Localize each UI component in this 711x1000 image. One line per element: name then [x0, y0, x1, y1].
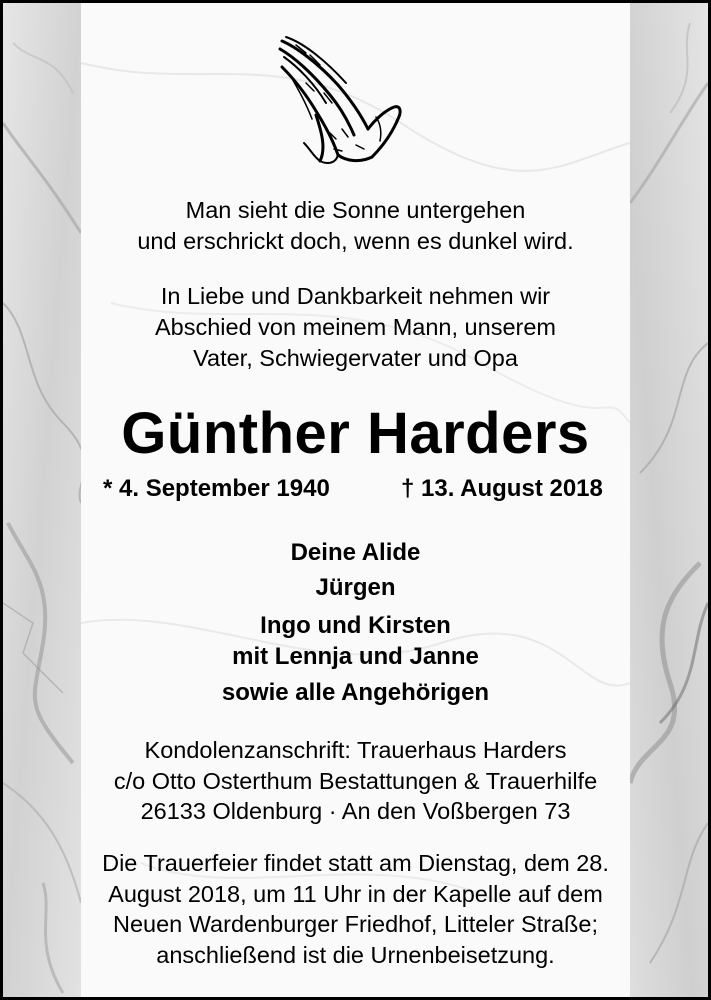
family-line: mit Lennja und Janne — [232, 642, 479, 670]
family-line: Ingo und Kirsten — [260, 612, 451, 639]
ceremony-line: Die Trauerfeier findet statt am Dienstag, dem 28. — [102, 850, 609, 876]
death-date: † 13. August 2018 — [401, 475, 603, 502]
life-dates — [81, 475, 630, 507]
family-signatures — [81, 536, 630, 711]
family-line: Jürgen — [315, 573, 396, 601]
family-line: Deine Alide — [290, 539, 421, 566]
ceremony-line: Neuen Wardenburger Friedhof, Litteler Straße; — [112, 911, 599, 937]
intro-line: Abschied von meinem Mann, unserem — [154, 314, 556, 340]
intro-line: Vater, Schwiegervater und Opa — [193, 345, 518, 371]
address-line: 26133 Oldenburg · An den Voßbergen 73 — [140, 798, 571, 824]
deceased-name: Günther Harders — [121, 401, 590, 466]
family-line: sowie alle Angehörigen — [221, 679, 490, 706]
ceremony-line: August 2018, um 11 Uhr in der Kapelle auf dem — [108, 880, 603, 907]
farewell-intro — [81, 281, 630, 374]
ceremony-info — [81, 848, 630, 970]
praying-hands-icon — [276, 33, 406, 168]
text-panel — [81, 3, 630, 997]
condolence-address — [81, 735, 630, 827]
ceremony-line: anschließend ist die Urnenbeisetzung. — [156, 941, 555, 968]
verse-line: Man sieht die Sonne untergehen — [185, 197, 526, 223]
marble-border-left — [3, 3, 81, 997]
intro-line: In Liebe und Dankbarkeit nehmen wir — [160, 283, 551, 309]
address-line: Kondolenzanschrift: Trauerhaus Harders — [144, 737, 567, 763]
verse — [81, 195, 630, 257]
verse-line: und erschrickt doch, wenn es dunkel wird. — [137, 228, 574, 254]
birth-date: * 4. September 1940 — [103, 475, 330, 502]
address-line: c/o Otto Osterthum Bestattungen & Trauerhilfe — [113, 767, 598, 794]
marble-border-right — [630, 3, 708, 997]
